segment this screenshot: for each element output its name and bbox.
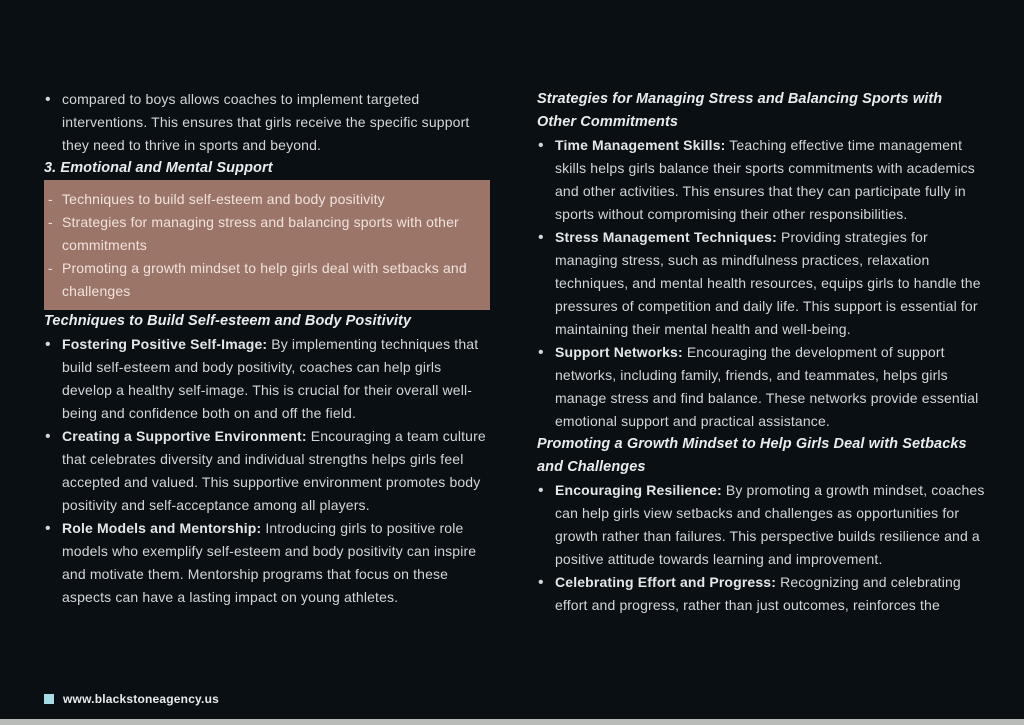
bullet-item <box>537 226 985 341</box>
bullet-text: Providing strategies for managing stress, such as mindfulness practices, relaxation techniques, and mental health resources, equips girls to handle the pressures of competition and daily life. This support is essential for maintaining their mental health and well-being. <box>555 229 981 337</box>
bullet-item <box>44 425 492 517</box>
bullet-lead: Fostering Positive Self-Image: <box>62 336 268 352</box>
bullet-item <box>537 134 985 226</box>
subsection-heading-stress-management: Strategies for Managing Stress and Balancing Sports with Other Commitments <box>537 91 943 130</box>
bullet-item <box>537 571 985 617</box>
growth-mindset-bullet-list <box>537 479 985 617</box>
bullet-text: Teaching effective time management skills helps girls balance their sports commitments with academics and other activities. This ensures that they can participate fully in sports without compromising their other responsibilities. <box>555 137 975 222</box>
footer-url: www.blackstoneagency.us <box>63 692 219 706</box>
intro-bullet-text: compared to boys allows coaches to implement targeted interventions. This ensures that girls receive the specific support they need to thrive in sports and beyond. <box>62 91 470 153</box>
highlight-box-item: - Techniques to build self-esteem and body positivity <box>56 188 478 211</box>
bullet-text: Encouraging a team culture that celebrates diversity and individual strengths helps girls feel accepted and valued. This supportive environment promotes body positivity and self-acceptance among all players. <box>62 428 486 513</box>
bullet-item <box>537 479 985 571</box>
bullet-text: By implementing techniques that build self-esteem and body positivity, coaches can help girls develop a healthy self-image. This is crucial for their overall well-being and confidence both on and off the field. <box>62 336 479 421</box>
bullet-text: Encouraging the development of support networks, including family, friends, and teammates, helps girls manage stress and find balance. These networks provide essential emotional support and practical assistance. <box>555 344 979 429</box>
bullet-item <box>44 333 492 425</box>
page-content <box>44 88 985 617</box>
bullet-text: Recognizing and celebrating effort and progress, rather than just outcomes, reinforces the <box>555 574 961 613</box>
self-esteem-bullet-list <box>44 333 492 609</box>
right-column <box>537 88 985 617</box>
subsection-heading-self-esteem: Techniques to Build Self-esteem and Body Positivity <box>44 313 412 329</box>
stress-management-bullet-list <box>537 134 985 433</box>
bullet-lead: Celebrating Effort and Progress: <box>555 574 777 590</box>
highlight-box-list <box>56 188 478 303</box>
bullet-item <box>537 341 985 433</box>
bullet-text: Introducing girls to positive role models who exemplify self-esteem and body positivity can inspire and motivate them. Mentorship programs that focus on these aspects can have a lasting impact on young athletes. <box>62 520 477 605</box>
intro-bullet-item <box>44 88 492 157</box>
highlight-box <box>44 180 490 310</box>
bullet-lead: Support Networks: <box>555 344 683 360</box>
intro-bullet-list <box>44 88 492 157</box>
subsection-heading-growth-mindset: Promoting a Growth Mindset to Help Girls Deal with Setbacks and Challenges <box>537 436 967 475</box>
bullet-lead: Stress Management Techniques: <box>555 229 777 245</box>
bullet-lead: Encouraging Resilience: <box>555 482 722 498</box>
bottom-strip <box>0 719 1024 725</box>
section-heading-emotional-support: 3. Emotional and Mental Support <box>44 160 273 176</box>
footer-logo-icon <box>44 694 54 704</box>
bullet-lead: Time Management Skills: <box>555 137 726 153</box>
bullet-lead: Creating a Supportive Environment: <box>62 428 307 444</box>
bullet-text: By promoting a growth mindset, coaches can help girls view setbacks and challenges as opportunities for growth rather than failures. This perspective builds resilience and a positive attitude towards learning and improvement. <box>555 482 985 567</box>
highlight-box-item: - Promoting a growth mindset to help girls deal with setbacks and challenges <box>56 257 478 303</box>
footer <box>44 692 219 706</box>
highlight-box-item: - Strategies for managing stress and balancing sports with other commitments <box>56 211 478 257</box>
bullet-item <box>44 517 492 609</box>
bullet-lead: Role Models and Mentorship: <box>62 520 262 536</box>
left-column <box>44 88 492 617</box>
